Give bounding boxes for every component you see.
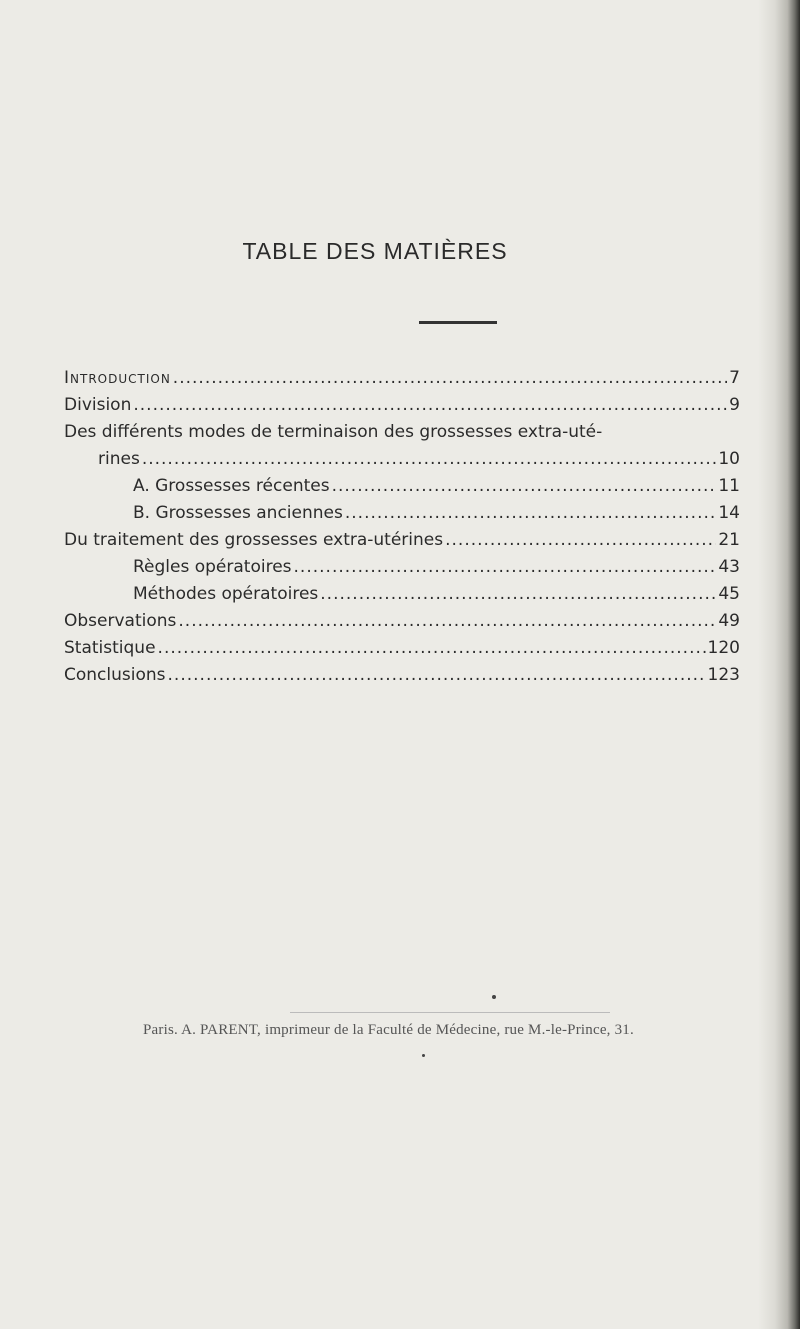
toc-entry-page: 123	[707, 665, 740, 685]
toc-entry-label: Méthodes opératoires	[133, 584, 319, 604]
toc-entry-page: 120	[707, 638, 740, 658]
toc-entry-label: A. Grossesses récentes	[133, 476, 330, 496]
toc-entry-label: Du traitement des grossesses extra-utérines	[64, 530, 444, 550]
toc-entry-label: Introduction	[64, 368, 171, 388]
toc-entry-label: Observations	[64, 611, 177, 631]
ink-speck	[492, 995, 496, 999]
toc-entry-page: 11	[718, 476, 740, 496]
toc-entry-page: 45	[718, 584, 740, 604]
toc-entry-label: Conclusions	[64, 665, 166, 685]
footer-rule	[290, 1012, 610, 1013]
toc-entry-page: 49	[718, 611, 740, 631]
dot-leader	[133, 394, 727, 416]
toc-entry-division	[64, 394, 740, 416]
dot-leader	[178, 610, 716, 632]
toc-entry-introduction	[64, 367, 740, 389]
toc-entry-label: Division	[64, 395, 132, 415]
toc-entry-label: Statistique	[64, 638, 156, 658]
toc-entry-statistique	[64, 637, 740, 659]
toc-entry-page: 43	[718, 557, 740, 577]
toc-entry-label: rines	[98, 449, 140, 469]
toc-entry-regles	[133, 556, 740, 578]
toc-entry-recentes	[133, 475, 740, 497]
page-title: TABLE DES MATIÈRES	[242, 238, 508, 264]
dot-leader	[142, 448, 717, 470]
dot-leader	[445, 529, 716, 551]
toc-entry-page: 9	[729, 395, 740, 415]
toc-entry-methodes	[133, 583, 740, 605]
toc-entry-observations	[64, 610, 740, 632]
dot-leader	[158, 637, 706, 659]
dot-leader	[320, 583, 716, 605]
toc-entry-page: 14	[718, 503, 740, 523]
dot-leader	[332, 475, 717, 497]
page-edge-shadow	[758, 0, 800, 1329]
toc-entry-modes-line1: Des différents modes de terminaison des grossesses extra-uté-	[64, 422, 603, 442]
dot-leader	[173, 367, 727, 389]
dot-leader	[168, 664, 706, 686]
toc-entry-page: 7	[729, 368, 740, 388]
toc-entry-label: B. Grossesses anciennes	[133, 503, 343, 523]
title-rule	[419, 321, 497, 324]
toc-entry-page: 10	[718, 449, 740, 469]
ink-speck	[422, 1054, 425, 1057]
dot-leader	[345, 502, 717, 524]
toc-entry-conclusions	[64, 664, 740, 686]
toc-entry-label: Règles opératoires	[133, 557, 292, 577]
printer-imprint: Paris. A. PARENT, imprimeur de la Faculté de Médecine, rue M.-le-Prince, 31.	[143, 1022, 634, 1038]
toc-entry-page: 21	[718, 530, 740, 550]
toc-entry-traitement	[64, 529, 740, 551]
toc-entry-modes	[98, 448, 740, 470]
dot-leader	[294, 556, 717, 578]
toc-entry-anciennes	[133, 502, 740, 524]
